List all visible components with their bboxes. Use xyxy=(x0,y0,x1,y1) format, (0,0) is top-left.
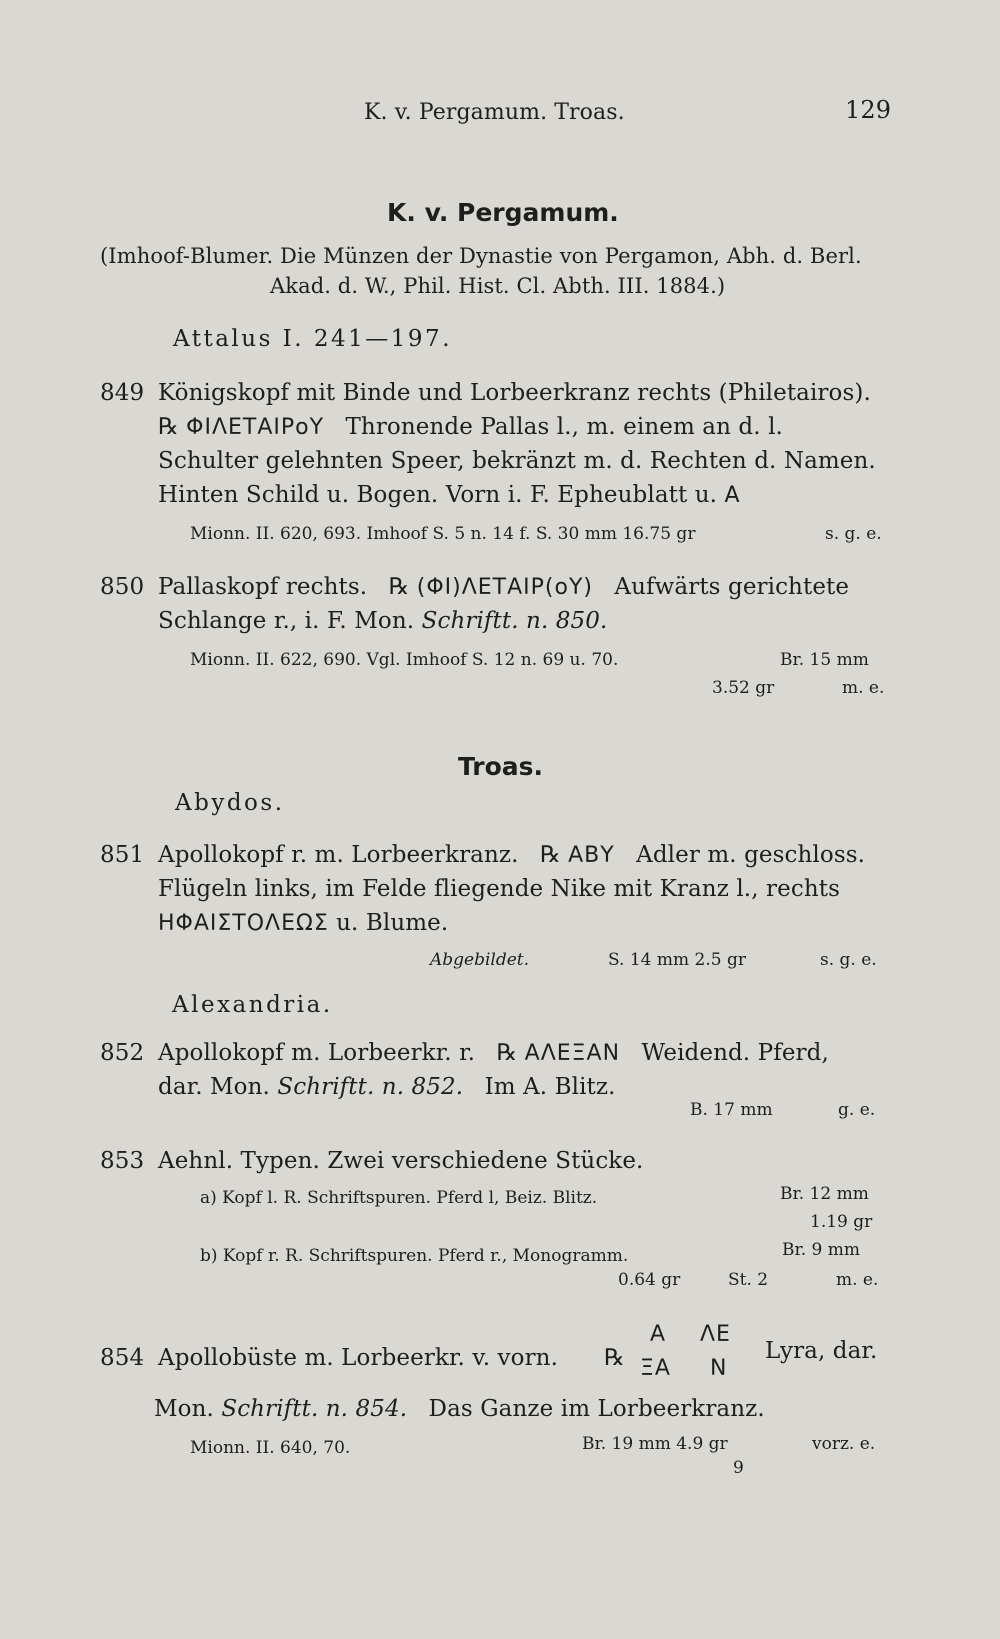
entry-849-line-4 xyxy=(158,482,740,508)
entry-849-citation: Mionn. II. 620, 693. Imhoof S. 5 n. 14 f. S. 30 mm 16.75 gr xyxy=(190,524,696,544)
monogram-icon: A xyxy=(724,483,740,508)
entry-849-line-2 xyxy=(158,414,783,440)
entry-text: Pallaskopf rechts. xyxy=(158,574,368,600)
entry-851-illustrated: Abgebildet. xyxy=(430,950,530,970)
entry-text: Im A. Blitz. xyxy=(484,1074,616,1100)
entry-852-line-1 xyxy=(100,1040,829,1066)
entry-text: Aufwärts gerichtete xyxy=(614,574,850,600)
entry-851-condition: s. g. e. xyxy=(820,950,877,970)
entry-number: 850 xyxy=(100,574,145,600)
entry-850-line-1 xyxy=(100,574,849,600)
entry-text: Mon. xyxy=(154,1396,214,1422)
entry-text: u. Blume. xyxy=(336,910,449,936)
entry-text: Aehnl. Typen. Zwei verschiedene Stücke. xyxy=(158,1148,644,1174)
entry-text: dar. Mon. xyxy=(158,1074,270,1100)
section-heading-troas: Troas. xyxy=(458,752,544,781)
recipe-symbol-icon: ℞ xyxy=(539,842,561,868)
reference-line-1: (Imhoof-Blumer. Die Münzen der Dynastie von Pergamon, Abh. d. Berl. xyxy=(100,244,862,268)
entry-number: 853 xyxy=(100,1148,145,1174)
entry-854-line-1-rest: Lyra, dar. xyxy=(765,1338,878,1364)
entry-text: Adler m. geschloss. xyxy=(636,842,866,868)
entry-text: Königskopf mit Binde und Lorbeerkranz rechts (Philetairos). xyxy=(158,380,871,406)
entry-851-line-2: Flügeln links, im Felde fliegende Nike mit Kranz l., rechts xyxy=(158,876,840,902)
entry-852-line-2 xyxy=(158,1074,616,1100)
entry-850-line-2 xyxy=(158,608,607,634)
entry-849-line-3: Schulter gelehnten Speer, bekränzt m. d. Rechten d. Namen. xyxy=(158,448,876,474)
entry-number: 854 xyxy=(100,1345,145,1371)
entry-text: Apollokopf r. m. Lorbeerkranz. xyxy=(158,842,519,868)
entry-853-variant-b: b) Kopf r. R. Schriftspuren. Pferd r., Monogramm. xyxy=(200,1246,629,1266)
reference-line-2: Akad. d. W., Phil. Hist. Cl. Abth. III. 1884.) xyxy=(270,274,726,298)
entry-854-line-1 xyxy=(100,1345,558,1371)
entry-850-metal: Br. 15 mm xyxy=(780,650,869,670)
entry-853-variant-b-condition: m. e. xyxy=(836,1270,879,1290)
greek-legend-top-left: Α xyxy=(650,1322,667,1347)
footer-signature: 9 xyxy=(733,1458,744,1478)
entry-number: 851 xyxy=(100,842,145,868)
entry-853-variant-a-weight: 1.19 gr xyxy=(810,1212,873,1232)
entry-text: Weidend. Pferd, xyxy=(641,1040,829,1066)
entry-853-variant-a: a) Kopf l. R. Schriftspuren. Pferd l, Beiz. Blitz. xyxy=(200,1188,598,1208)
entry-853-line-1 xyxy=(100,1148,643,1174)
recipe-symbol-icon: ℞ xyxy=(604,1345,625,1371)
entry-852-condition: g. e. xyxy=(838,1100,876,1120)
entry-853-variant-b-st: St. 2 xyxy=(728,1270,769,1290)
entry-853-variant-b-meta: Br. 9 mm xyxy=(782,1240,861,1260)
entry-text: Apollobüste m. Lorbeerkr. v. vorn. xyxy=(158,1345,559,1371)
greek-legend: ΑΛΕΞΑΝ xyxy=(524,1041,621,1066)
entry-854-condition: vorz. e. xyxy=(812,1434,876,1454)
entry-851-meta: S. 14 mm 2.5 gr xyxy=(608,950,746,970)
entry-849-line-1 xyxy=(100,380,871,406)
greek-legend-bottom-right: Ν xyxy=(710,1356,728,1381)
entry-853-variant-a-meta: Br. 12 mm xyxy=(780,1184,869,1204)
greek-legend: ΗΦΑΙΣΤΟΛΕΩΣ xyxy=(158,911,329,936)
greek-legend-bottom-left: ΞΑ xyxy=(640,1356,671,1381)
entry-854-meta: Br. 19 mm 4.9 gr xyxy=(582,1434,728,1454)
city-heading-abydos: Abydos. xyxy=(175,790,285,816)
entry-851-line-3 xyxy=(158,910,448,936)
schriftt-reference: Schriftt. n. 852. xyxy=(277,1074,464,1100)
running-head-title: K. v. Pergamum. Troas. xyxy=(364,100,625,125)
greek-legend: ΑΒΥ xyxy=(568,843,615,868)
entry-text: Schlange r., i. F. Mon. xyxy=(158,608,415,634)
greek-legend: ΦΙΛΕΤΑΙΡoΥ xyxy=(186,415,325,440)
entry-854-citation: Mionn. II. 640, 70. xyxy=(190,1438,351,1458)
greek-legend: (ΦΙ)ΛΕΤΑΙΡ(oΥ) xyxy=(416,575,593,600)
entry-854-line-2 xyxy=(154,1396,765,1422)
entry-text: Thronende Pallas l., m. einem an d. l. xyxy=(345,414,783,440)
recipe-symbol-icon: ℞ xyxy=(158,414,179,440)
entry-number: 852 xyxy=(100,1040,145,1066)
page-number: 129 xyxy=(845,96,892,124)
recipe-symbol-icon: ℞ xyxy=(496,1040,518,1066)
entry-850-condition: m. e. xyxy=(842,678,885,698)
entry-853-variant-b-weight: 0.64 gr xyxy=(618,1270,681,1290)
ruler-heading: Attalus I. 241—197. xyxy=(173,326,453,352)
entry-850-weight: 3.52 gr xyxy=(712,678,775,698)
city-heading-alexandria: Alexandria. xyxy=(172,992,333,1018)
recipe-symbol-icon: ℞ xyxy=(388,574,410,600)
entry-849-condition: s. g. e. xyxy=(825,524,882,544)
schriftt-reference: Schriftt. n. 850. xyxy=(421,608,608,634)
entry-852-meta: B. 17 mm xyxy=(690,1100,773,1120)
entry-number: 849 xyxy=(100,380,145,406)
entry-850-citation: Mionn. II. 622, 690. Vgl. Imhoof S. 12 n. 69 u. 70. xyxy=(190,650,619,670)
entry-text: Das Ganze im Lorbeerkranz. xyxy=(428,1396,765,1422)
entry-text: Apollokopf m. Lorbeerkr. r. xyxy=(158,1040,476,1066)
greek-legend-top-right: ΛΕ xyxy=(700,1322,731,1347)
schriftt-reference: Schriftt. n. 854. xyxy=(221,1396,408,1422)
section-heading-pergamum: K. v. Pergamum. xyxy=(387,198,619,227)
entry-text: Hinten Schild u. Bogen. Vorn i. F. Epheublatt u. xyxy=(158,482,718,508)
entry-851-line-1 xyxy=(100,842,865,868)
